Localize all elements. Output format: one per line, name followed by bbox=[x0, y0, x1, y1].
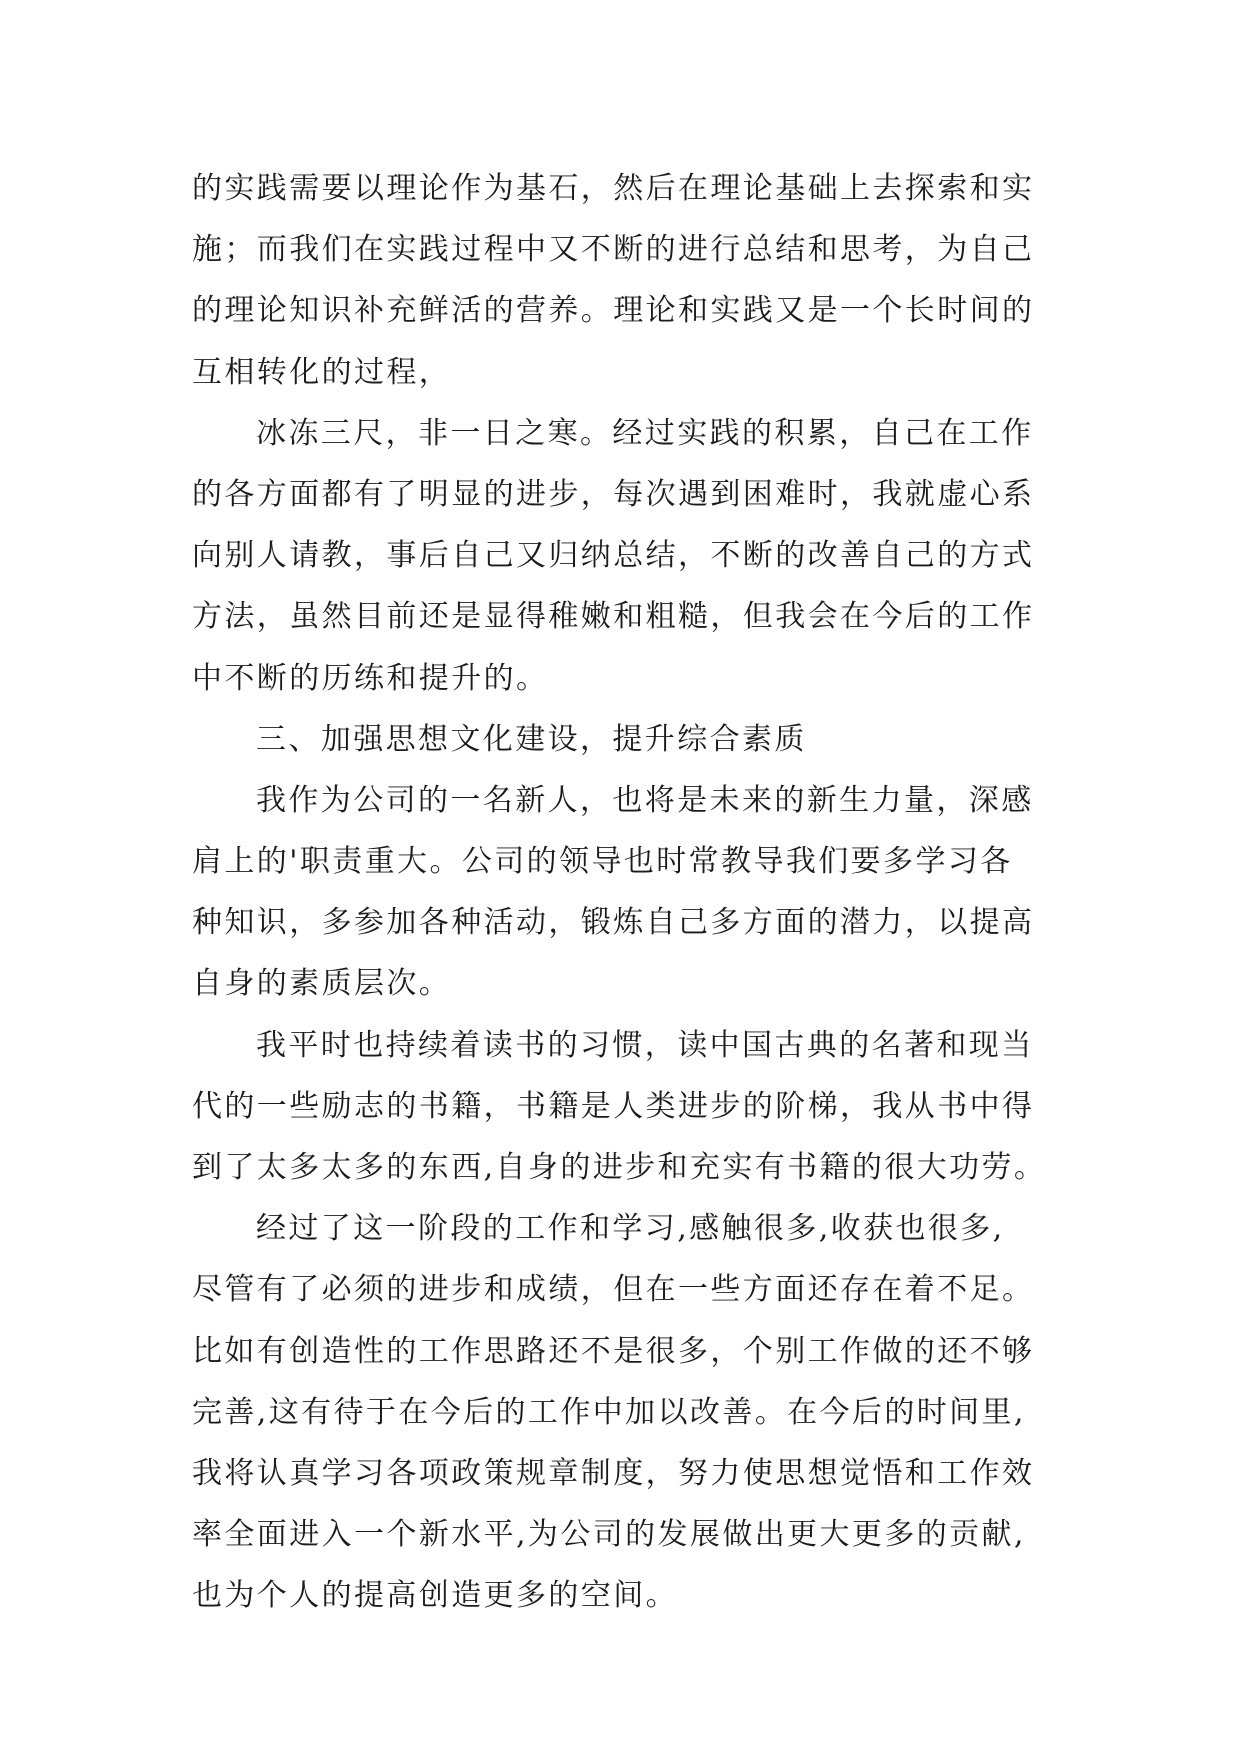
text-line: 也为个人的提高创造更多的空间。 bbox=[192, 1578, 678, 1614]
text-line: 的理论知识补充鲜活的营养。理论和实践又是一个长时间的 bbox=[192, 293, 1035, 329]
text-line: 我将认真学习各项政策规章制度，努力使思想觉悟和工作效 bbox=[192, 1455, 1035, 1491]
text-line: 尽管有了必须的进步和成绩，但在一些方面还存在着不足。 bbox=[192, 1272, 1035, 1308]
paragraph-first-line: 经过了这一阶段的工作和学习,感触很多,收获也很多, bbox=[256, 1211, 1005, 1247]
text-line: 施；而我们在实践过程中又不断的进行总结和思考，为自己 bbox=[192, 232, 1035, 268]
text-line: 的实践需要以理论作为基石，然后在理论基础上去探索和实 bbox=[192, 171, 1035, 206]
text-line: 完善,这有待于在今后的工作中加以改善。在今后的时间里, bbox=[192, 1394, 1026, 1430]
paragraph-first-line: 我作为公司的一名新人，也将是未来的新生力量，深感 bbox=[256, 782, 1034, 818]
text-line: 中不断的历练和提升的。 bbox=[192, 660, 549, 696]
paragraph-first-line: 冰冻三尺，非一日之寒。经过实践的积累，自己在工作 bbox=[256, 415, 1034, 451]
document-body bbox=[192, 158, 1052, 1627]
text-line: 率全面进入一个新水平,为公司的发展做出更大更多的贡献, bbox=[192, 1517, 1026, 1553]
text-line: 种知识，多参加各种活动，锻炼自己多方面的潜力，以提高 bbox=[192, 905, 1035, 941]
text-line: 方法，虽然目前还是显得稚嫩和粗糙，但我会在今后的工作 bbox=[192, 599, 1035, 635]
text-line: 向别人请教，事后自己又归纳总结，不断的改善自己的方式 bbox=[192, 538, 1035, 574]
section-heading: 三、加强思想文化建设，提升综合素质 bbox=[256, 721, 807, 757]
text-line: 到了太多太多的东西,自身的进步和充实有书籍的很大功劳。 bbox=[192, 1150, 1047, 1185]
text-line: 代的一些励志的书籍，书籍是人类进步的阶梯，我从书中得 bbox=[192, 1088, 1035, 1124]
text-line: 肩上的'职责重大。公司的领导也时常教导我们要多学习各 bbox=[192, 844, 1013, 880]
paragraph-first-line: 我平时也持续着读书的习惯，读中国古典的名著和现当 bbox=[256, 1027, 1034, 1063]
text-line: 自身的素质层次。 bbox=[192, 966, 452, 1002]
text-line: 的各方面都有了明显的进步，每次遇到困难时，我就虚心系 bbox=[192, 476, 1035, 512]
text-line: 比如有创造性的工作思路还不是很多，个别工作做的还不够 bbox=[192, 1333, 1035, 1369]
text-line: 互相转化的过程， bbox=[192, 354, 452, 390]
